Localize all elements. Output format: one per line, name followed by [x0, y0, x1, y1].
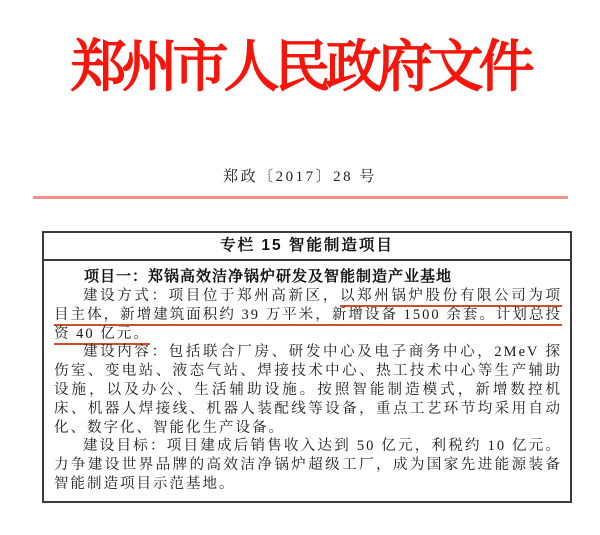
project-box	[42, 231, 572, 503]
page-title: 郑州市人民政府文件	[70, 37, 530, 99]
box-header-title: 专栏 15 智能制造项目	[44, 233, 570, 261]
text-line	[54, 437, 562, 456]
underlined-text: 目主体，新增建筑面积约 39 万平米，新增设备 1500 余套。计划总投	[54, 307, 562, 326]
doc-number: 郑政〔2017〕28 号	[223, 169, 377, 185]
plain-text: 建设目标：项目建成后销售收入达到 50 亿元，利税约 10 亿元。	[83, 438, 562, 455]
underlined-text: 以郑州锅炉股份有限公司为项	[340, 288, 562, 307]
plain-text: 化、数字化、智能化生产设备。	[54, 419, 285, 436]
box-body-lines	[54, 287, 562, 494]
plain-text: 伤室、变电站、液态气站、焊接技术中心、热工技术中心等生产辅助	[54, 363, 562, 380]
text-line	[54, 400, 562, 419]
text-line	[54, 381, 562, 400]
plain-text: 设施，以及办公、生活辅助设施。按照智能制造模式，新增数控机	[54, 381, 562, 398]
project-subtitle: 项目一：郑锅高效洁净锅炉研发及智能制造产业基地	[84, 268, 453, 285]
plain-text: 床、机器人焊接线、机器人装配线等设备，重点工艺环节均采用自动	[54, 400, 562, 417]
red-divider-rule	[33, 196, 568, 199]
text-line	[54, 306, 562, 325]
plain-text: 智能制造项目示范基地。	[54, 475, 236, 492]
text-line	[54, 362, 562, 381]
box-body	[44, 261, 570, 494]
text-line	[54, 475, 562, 494]
text-line	[54, 287, 562, 306]
plain-text: 建设内容：包括联合厂房、研发中心及电子商务中心，2MeV 探	[83, 344, 562, 361]
text-line	[54, 456, 562, 475]
text-line	[54, 343, 562, 362]
text-line	[54, 419, 562, 438]
underlined-text: 资 40 亿元。	[54, 326, 150, 345]
plain-text: 建设方式：项目位于郑州高新区，	[83, 288, 340, 304]
plain-text: 力争建设世界品牌的高效洁净锅炉超级工厂，成为国家先进能源装备	[54, 457, 562, 474]
text-line	[54, 325, 562, 344]
